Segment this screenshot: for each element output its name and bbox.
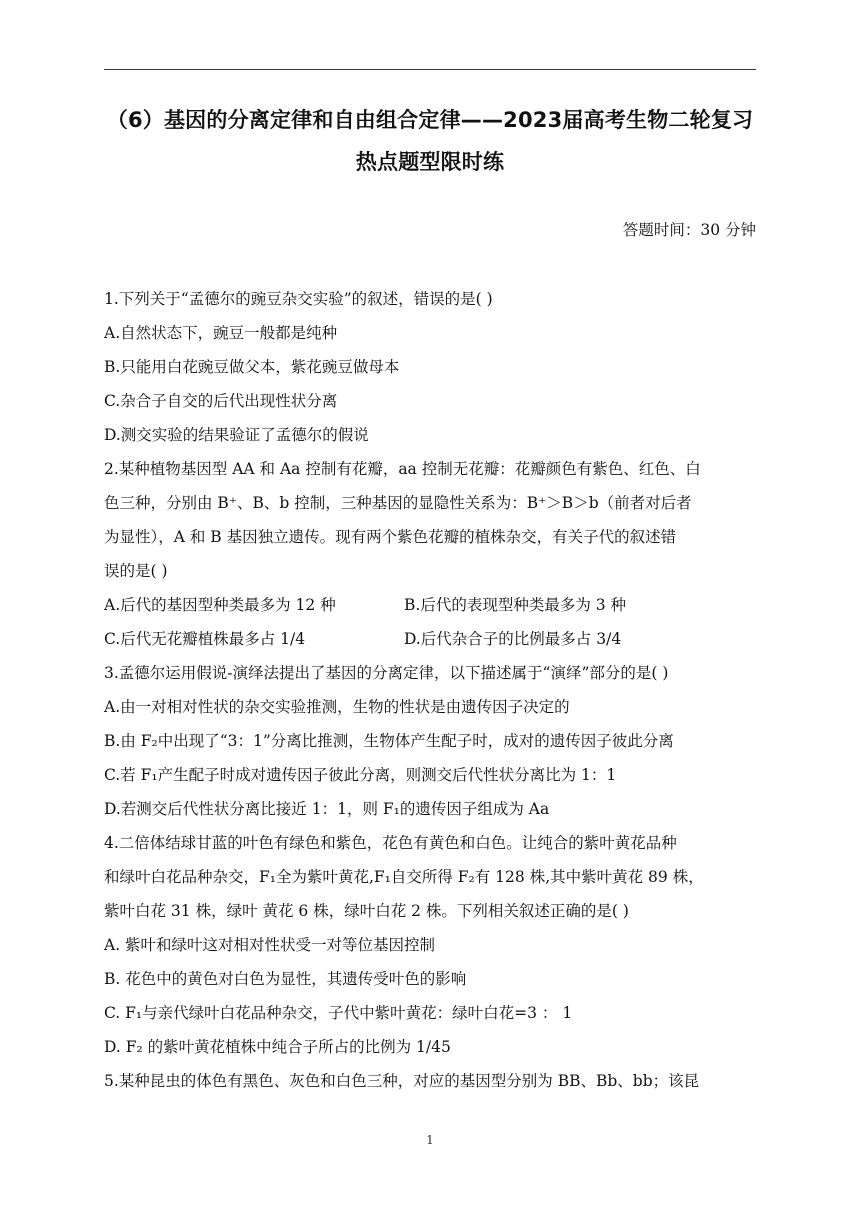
question-3-option-b: B.由 F₂中出现了“3：1”分离比推测，生物体产生配子时，成对的遗传因子彼此分离 (104, 732, 674, 750)
question-4-option-a: A. 紫叶和绿叶这对相对性状受一对等位基因控制 (104, 936, 436, 954)
question-4-option-d: D. F₂ 的紫叶黄花植株中纯合子所占的比例为 1/45 (104, 1038, 451, 1056)
question-4-option-c: C. F₁与亲代绿叶白花品种杂交，子代中紫叶黄花：绿叶白花=3 ： 1 (104, 1004, 573, 1022)
question-2-option-b: B.后代的表现型种类最多为 3 种 (404, 596, 627, 614)
question-2-stem-line-4: 误的是( ) (104, 562, 168, 580)
question-1-option-d: D.测交实验的结果验证了孟德尔的假说 (104, 426, 369, 444)
question-3-option-d: D.若测交后代性状分离比接近 1：1，则 F₁的遗传因子组成为 Aa (104, 800, 550, 818)
question-4-stem-line-1: 4.二倍体结球甘蓝的叶色有绿色和紫色，花色有黄色和白色。让纯合的紫叶黄花品种 (104, 834, 677, 852)
question-2-stem-line-2: 色三种，分别由 B⁺、B、b 控制，三种基因的显隐性关系为：B⁺＞B＞b（前者对后者 (104, 494, 692, 512)
question-4-option-b: B. 花色中的黄色对白色为显性，其遗传受叶色的影响 (104, 970, 467, 988)
question-1-option-c: C.杂合子自交的后代出现性状分离 (104, 392, 338, 410)
question-3-option-a: A.由一对相对性状的杂交实验推测，生物的性状是由遗传因子决定的 (104, 698, 570, 716)
question-4-stem-line-2: 和绿叶白花品种杂交，F₁全为紫叶黄花,F₁自交所得 F₂有 128 株,其中紫叶黄花 89 株， (104, 868, 704, 886)
question-2-options-row-2 (104, 622, 758, 656)
question-2-option-c: C.后代无花瓣植株最多占 1/4 (104, 630, 306, 648)
header-rule (104, 69, 756, 70)
question-5-stem-line-1: 5.某种昆虫的体色有黑色、灰色和白色三种，对应的基因型分别为 BB、Bb、bb；该昆 (104, 1072, 700, 1090)
question-2-option-d: D.后代杂合子的比例最多占 3/4 (404, 630, 622, 648)
question-3-option-c: C.若 F₁产生配子时成对遗传因子彼此分离，则测交后代性状分离比为 1：1 (104, 766, 617, 784)
question-2-options-row-1 (104, 588, 758, 622)
question-3-stem: 3.孟德尔运用假说-演绎法提出了基因的分离定律，以下描述属于“演绎”部分的是( ) (104, 664, 669, 682)
page-title: （6）基因的分离定律和自由组合定律——2023届高考生物二轮复习 (106, 108, 754, 132)
question-2-stem-line-3: 为显性），A 和 B 基因独立遗传。现有两个紫色花瓣的植株杂交，有关子代的叙述错 (104, 528, 677, 546)
page-subtitle: 热点题型限时练 (355, 150, 505, 174)
question-2-stem-line-1: 2.某种植物基因型 AA 和 Aa 控制有花瓣，aa 控制无花瓣：花瓣颜色有紫色、红色、白 (104, 460, 701, 478)
question-4-stem-line-3: 紫叶白花 31 株，绿叶 黄花 6 株，绿叶白花 2 株。下列相关叙述正确的是( ) (104, 902, 629, 920)
question-list (104, 282, 758, 1098)
page-number: 1 (426, 1133, 434, 1147)
question-2-option-a: A.后代的基因型种类最多为 12 种 (104, 596, 336, 614)
question-1-option-b: B.只能用白花豌豆做父本，紫花豌豆做母本 (104, 358, 400, 376)
question-1-option-a: A.自然状态下，豌豆一般都是纯种 (104, 324, 338, 342)
question-1-stem: 1.下列关于“孟德尔的豌豆杂交实验”的叙述，错误的是( ) (104, 290, 493, 308)
answer-time: 答题时间：30 分钟 (622, 221, 756, 239)
